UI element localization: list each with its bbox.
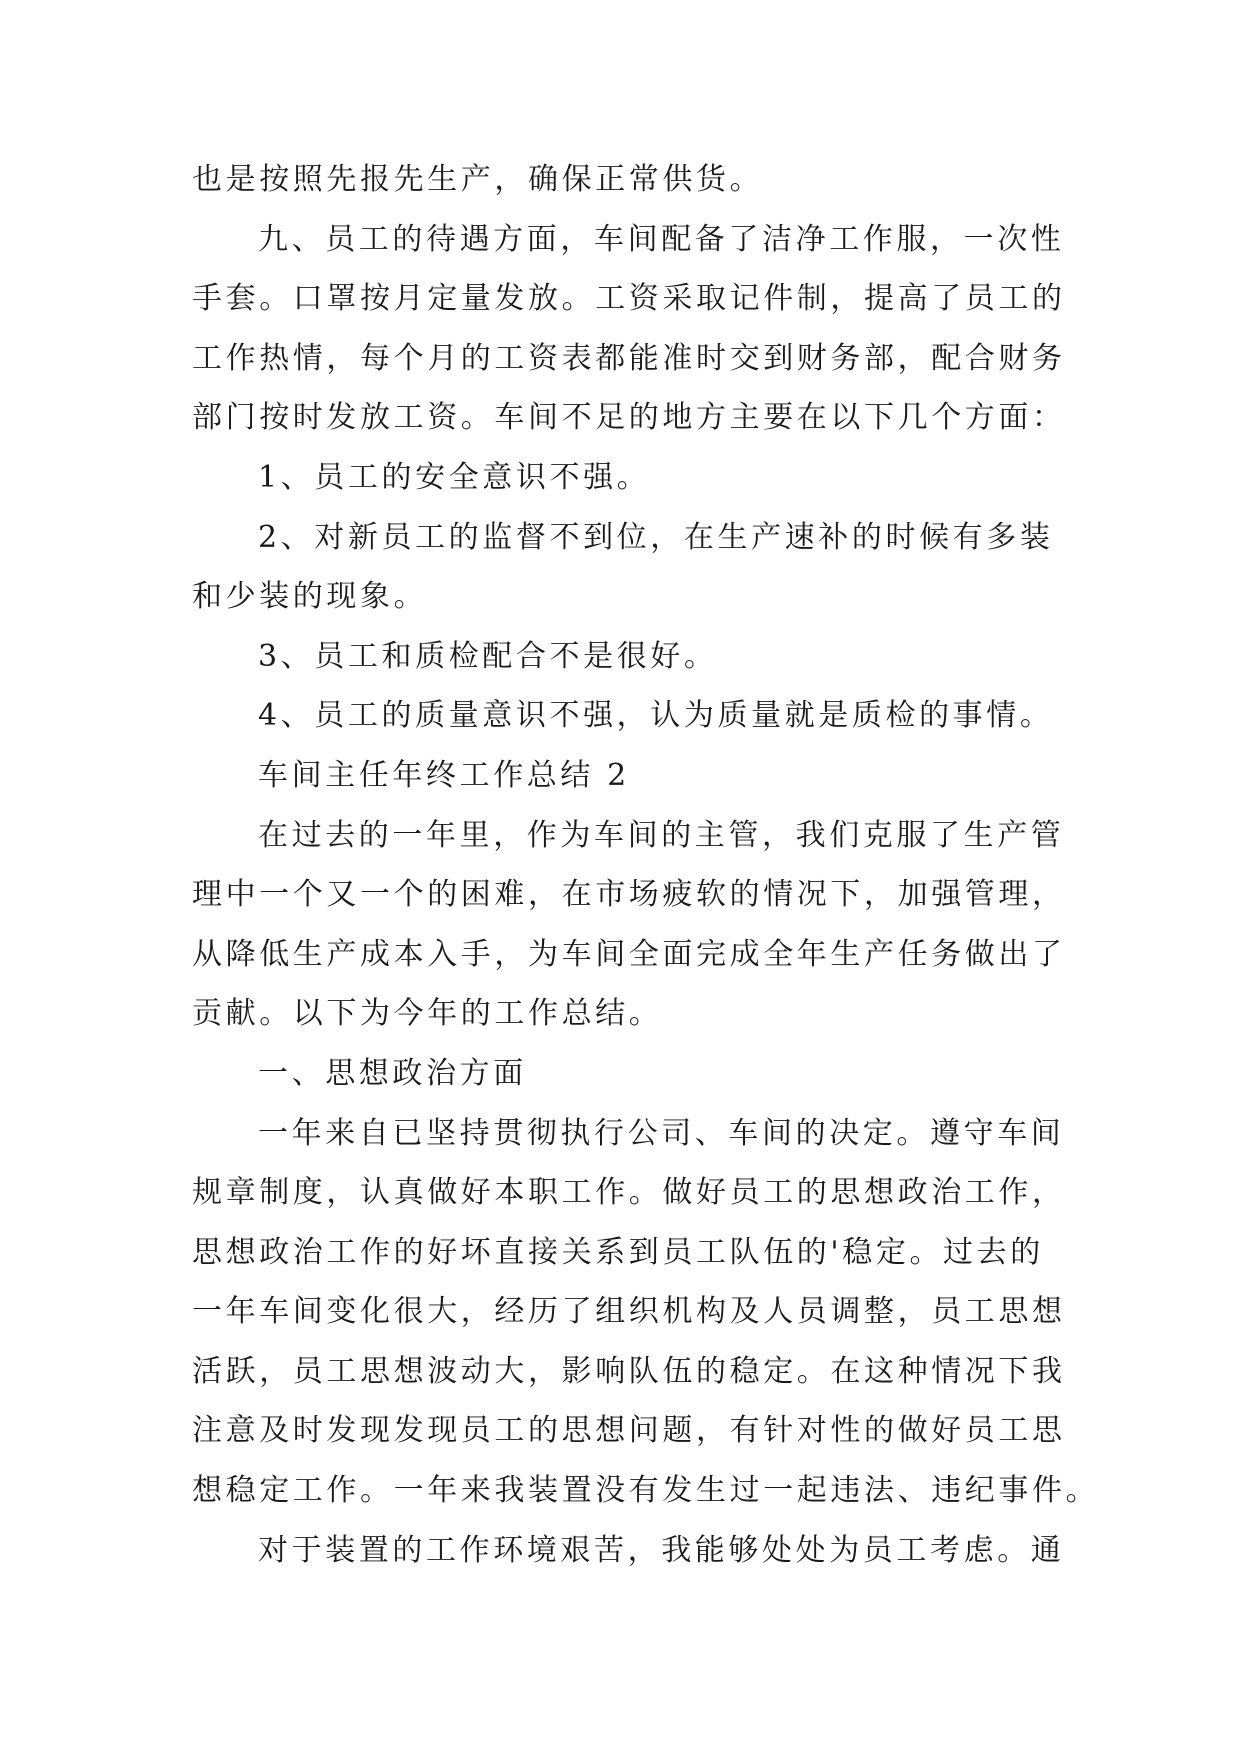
text-line: 部门按时发放工资。车间不足的地方主要在以下几个方面： <box>192 400 1066 436</box>
section-heading: 一、思想政治方面 <box>258 1055 527 1091</box>
text-line: 九、员工的待遇方面，车间配备了洁净工作服，一次性 <box>258 221 1065 257</box>
text-line: 一年来自已坚持贯彻执行公司、车间的决定。遵守车间 <box>258 1115 1065 1151</box>
text-line: 也是按照先报先生产，确保正常供货。 <box>192 162 764 197</box>
text-line: 在过去的一年里，作为车间的主管，我们克服了生产管 <box>258 817 1065 853</box>
text-line: 对于装置的工作环境艰苦，我能够处处为员工考虑。通 <box>258 1532 1065 1568</box>
list-item: 1、员工的安全意识不强。 <box>258 459 651 495</box>
section-heading: 车间主任年终工作总结 2 <box>258 757 630 793</box>
text-line: 注意及时发现发现员工的思想问题，有针对性的做好员工思 <box>192 1413 1066 1449</box>
list-item: 3、员工和质检配合不是很好。 <box>258 638 718 674</box>
text-line: 想稳定工作。一年来我装置没有发生过一起违法、违纪事件。 <box>192 1473 1100 1509</box>
text-line: 规章制度，认真做好本职工作。做好员工的思想政治工作， <box>192 1175 1066 1211</box>
text-line: 手套。口罩按月定量发放。工资采取记件制，提高了员工的 <box>192 281 1066 317</box>
text-line: 和少装的现象。 <box>192 579 428 615</box>
text-line: 活跃，员工思想波动大，影响队伍的稳定。在这种情况下我 <box>192 1353 1066 1389</box>
text-line: 从降低生产成本入手，为车间全面完成全年生产任务做出了 <box>192 936 1066 972</box>
document-body <box>192 150 1100 1580</box>
text-line: 思想政治工作的好坏直接关系到员工队伍的'稳定。过去的 <box>192 1234 1044 1270</box>
text-line: 一年车间变化很大，经历了组织机构及人员调整，员工思想 <box>192 1294 1066 1330</box>
text-line: 贡献。以下为今年的工作总结。 <box>192 996 663 1032</box>
text-line: 工作热情，每个月的工资表都能准时交到财务部，配合财务 <box>192 340 1066 376</box>
list-item: 4、员工的质量意识不强，认为质量就是质检的事情。 <box>258 698 1054 734</box>
list-item: 2、对新员工的监督不到位，在生产速补的时候有多装 <box>258 519 1054 555</box>
text-line: 理中一个又一个的困难，在市场疲软的情况下，加强管理， <box>192 877 1066 913</box>
